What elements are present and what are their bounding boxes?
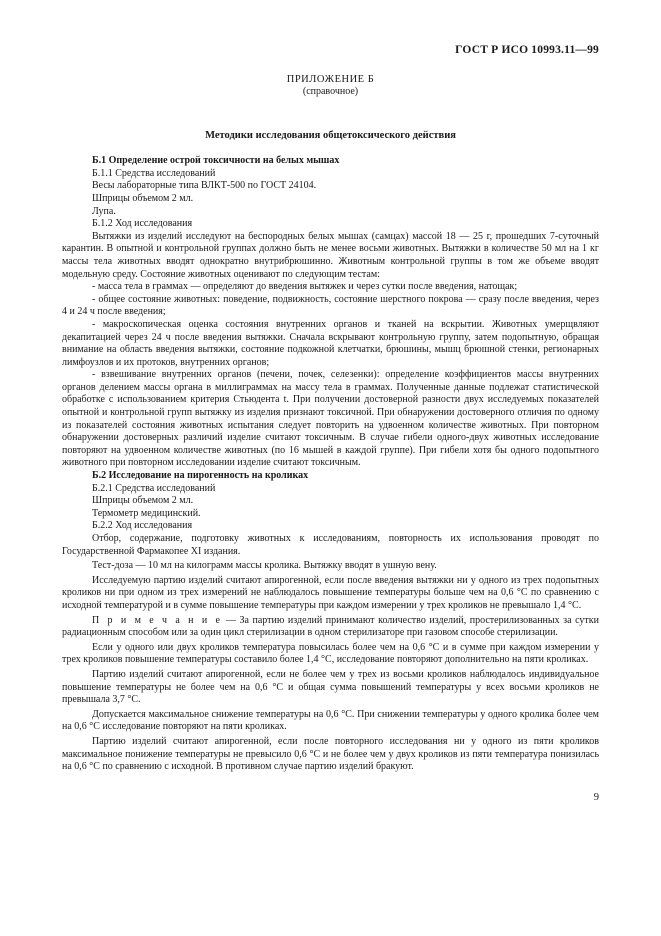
body-paragraph: - масса тела в граммах — определяют до введения вытяжек и через сутки после введения, натощак;	[92, 281, 518, 293]
note-text: — За партию изделий принимают количество изделий, простерилизованных за сутки радиационным способом или за один цикл стерилизации в одном стерилизаторе при газовом способе стерилизации.	[62, 614, 599, 639]
document-body	[62, 155, 599, 774]
subsection-heading: Б.2 Исследование на пирогенность на кроликах	[92, 470, 309, 482]
text-line: Весы лабораторные типа ВЛКТ-500 по ГОСТ 24104.	[92, 180, 317, 192]
text-line: Термометр медицинский.	[92, 507, 201, 519]
appendix-title: ПРИЛОЖЕНИЕ Б	[286, 73, 375, 85]
note-label: П р и м е ч а н и е	[92, 614, 223, 626]
text-line: Шприцы объемом 2 мл.	[92, 192, 194, 204]
body-paragraph: Исследуемую партию изделий считают апирогенной, если после введения вытяжки ни у одного из трех подопытных кроликов ни при одном из трех измерений не наблюдалось повышение температуры больше чем на 0,6 °С по сравнению с исходной температурой и в сумме повышение температуры при каждом измерении у трех кроликов не превышало 1,4 °С.	[62, 574, 599, 611]
text-line: Шприцы объемом 2 мл.	[92, 495, 194, 507]
body-paragraph: Партию изделий считают апирогенной, если не более чем у трех из восьми кроликов наблюдалось индивидуальное повышение температуры не более чем на 0,6 °С и общая сумма повышений температуры у всех восьми кроликов не превышала 3,7 °С.	[62, 668, 599, 706]
text-line: Лупа.	[92, 205, 116, 217]
appendix-subtitle: (справочное)	[302, 85, 359, 97]
text-line: Б.1.1 Средства исследований	[92, 167, 216, 179]
body-paragraph: Отбор, содержание, подготовку животных к исследованиям, повторность их использования проводят по Государственной Фармакопее XI издания.	[62, 533, 599, 557]
body-paragraph: Партию изделий считают апирогенной, если после повторного исследования ни у одного из пяти кроликов максимальное понижение температуры не превысило 0,6 °С и не более чем у двух кроликов из пяти температура понизилась на 0,6 °С по сравнению с исходной. В противном случае партию изделий бракуют.	[62, 735, 599, 773]
body-paragraph: Если у одного или двух кроликов температура повысилась более чем на 0,6 °С и в сумме при каждом измерении у трех кроликов повышение температуры составило более 1,4 °С, исследование повторяют дополнительно на пяти кроликах.	[62, 641, 599, 666]
body-paragraph: Тест-доза — 10 мл на килограмм массы кролика. Вытяжку вводят в ушную вену.	[92, 560, 437, 572]
body-paragraph: Допускается максимальное снижение температуры на 0,6 °С. При снижении температуры у одного кролика более чем на 0,6 °С исследование повторяют на пяти кроликах.	[62, 708, 599, 733]
body-paragraph: - общее состояние животных: поведение, подвижность, состояние шерстного покрова — сразу после введения, через 4 и 24 ч после введения;	[62, 293, 599, 318]
body-paragraph: Вытяжки из изделий исследуют на беспородных белых мышах (самцах) массой 18 — 25 г, прошедших 7-суточный карантин. В опытной и контрольной группах должно быть не менее восьми животных. Вытяжки в количестве 50 мл на 1 кг массы тела животных вводят однократно внутрибрюшинно. Животным контрольной группы в том же объеме вводят модельную среду. Состояние животных оценивают по следующим тестам:	[62, 230, 599, 280]
standard-header: ГОСТ Р ИСО 10993.11—99	[455, 44, 599, 56]
page-number: 9	[593, 792, 599, 803]
text-line: Б.2.1 Средства исследований	[92, 482, 216, 494]
text-line: Б.2.2 Ход исследования	[92, 520, 193, 532]
text-line: Б.1.2 Ход исследования	[92, 218, 193, 230]
body-paragraph: - макроскопическая оценка состояния внутренних органов и тканей на вскрытии. Животных умерщвляют декапитацией через 24 ч после введения вытяжки. Сначала вскрывают контрольную группу, затем подопытную, обращая внимание на область введения вытяжки, состояние подкожной клетчатки, брюшины, мышц брюшной стенки, регионарных лимфоузлов и их протоков, внутренних органов;	[62, 318, 599, 368]
subsection-heading: Б.1 Определение острой токсичности на белых мышах	[92, 155, 340, 167]
section-title: Методики исследования общетоксического действия	[205, 129, 456, 141]
body-paragraph: - взвешивание внутренних органов (печени, почек, селезенки): определение коэффициентов массы внутренних органов делением массы органа в миллиграммах на массу тела в граммах. Полученные данные подлежат статистической обработке с использованием критерия Стьюдента t. При получении достоверной разности двух исследуемых показателей опытной и контрольной групп вытяжку из изделия признают токсичной. При обнаружении достоверного отличия по одному из показателей состояния животных испытания следует повторить на удвоенном количестве животных. При повторном обнаружении достоверных различий изделие считают токсичным. В случае гибели одного-двух животных исследование повторяют на удвоенном количестве животных (по 16 мышей в каждой группе). При гибели хотя бы одного подопытного животного при повторном исследовании изделие считают токсичным.	[62, 369, 599, 469]
note-paragraph	[62, 615, 599, 640]
